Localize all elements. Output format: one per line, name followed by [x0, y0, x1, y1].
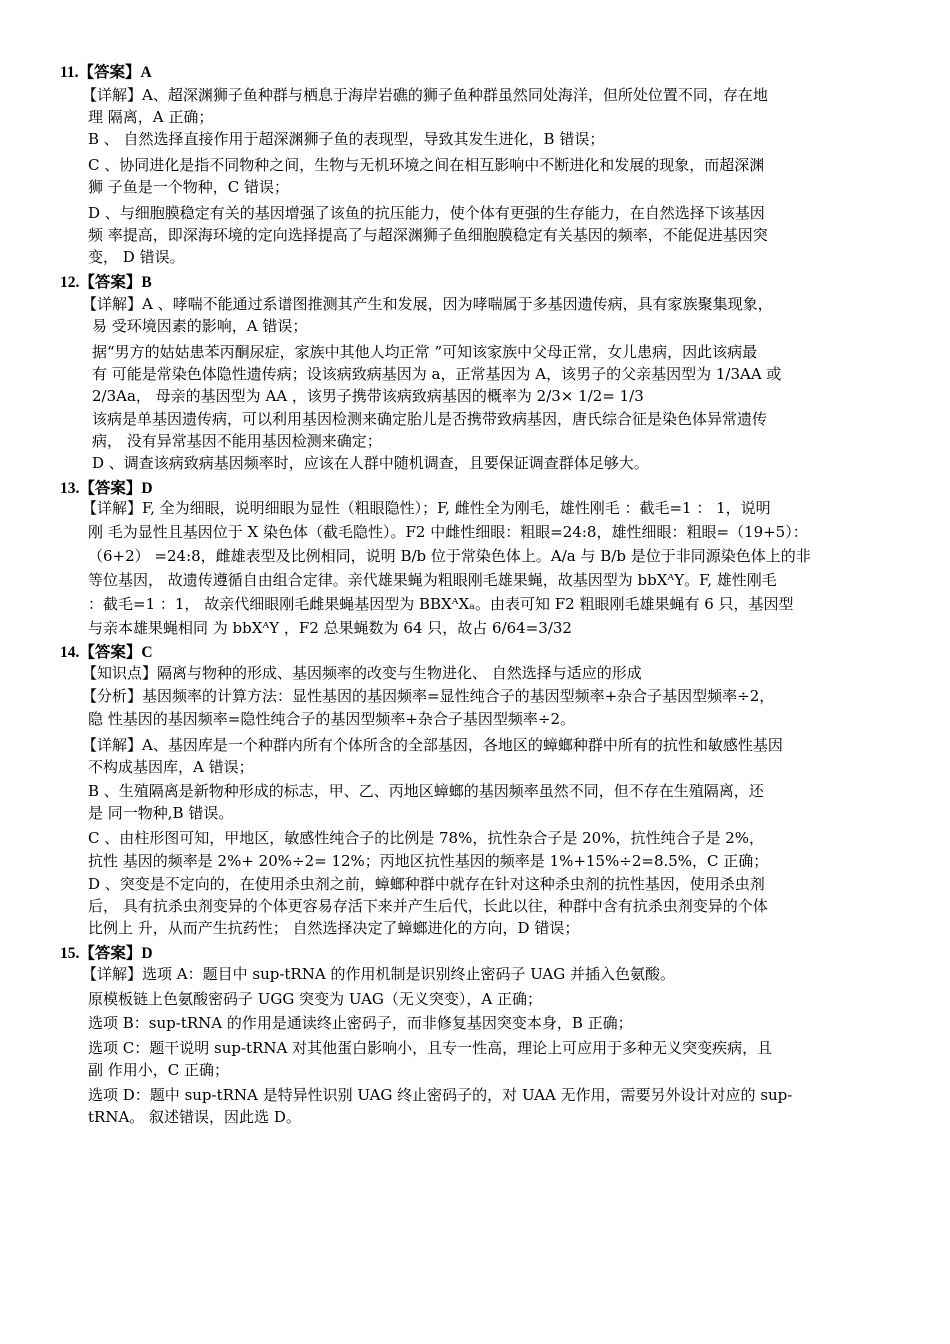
q12-line-7: 病， 没有异常基因不能用基因检测来确定； [92, 432, 382, 450]
q15-answer-header: 15.【答案】D [60, 945, 153, 962]
q14-line-11: 后， 具有抗杀虫剂变异的个体更容易存活下来并产生后代，长此以往，种群中含有抗杀虫剂变异的个体 [88, 897, 768, 915]
q13-answer-header: 13.【答案】D [60, 480, 153, 497]
q15-line-6: 选项 D：题中 sup-tRNA 是特异性识别 UAG 终止密码子的，对 UAA 无作用，需要另外设计对应的 sup- [88, 1086, 793, 1104]
q15-line-3: 选项 B：sup-tRNA 的作用是通读终止密码子，而非修复基因突变本身，B 正确； [88, 1014, 633, 1032]
q14-line-7: 是 同一物种,B 错误。 [88, 804, 234, 822]
q12-line-5: 2/3Aa， 母亲的基因型为 AA ，该男子携带该病致病基因的概率为 2/3× 1/2= 1/3 [92, 387, 644, 405]
q13-line-5: ：截毛=1 ：1， 故亲代细眼刚毛雌果蝇基因型为 BBXᴬXₐ。由表可知 F2 粗眼刚毛雄果蝇有 6 只，基因型 [88, 595, 794, 613]
q14-line-8: C 、由柱形图可知，甲地区，敏感性纯合子的比例是 78%，抗性杂合子是 20%，抗性纯合子是 2%， [88, 829, 765, 847]
q14-line-12: 比例上 升，从而产生抗药性； 自然选择决定了蟑螂进化的方向，D 错误； [88, 919, 580, 937]
q14-line-9: 抗性 基因的频率是 2%+ 20%÷2= 12%；丙地区抗性基因的频率是 1%+15%÷2=8.5%，C 正确； [88, 852, 769, 870]
q13-line-3: （6+2） =24:8，雌雄表型及比例相同，说明 B/b 位于常染色体上。A/a 与 B/b 是位于非同源染色体上的非 [88, 547, 811, 565]
q12-line-1: 【详解】A 、哮喘不能通过系谱图推测其产生和发展，因为哮喘属于多基因遗传病，具有家族聚集现象， [82, 295, 773, 313]
q15-line-4: 选项 C：题干说明 sup-tRNA 对其他蛋白影响小，且专一性高，理论上可应用于多种无义突变疾病，且 [88, 1039, 773, 1057]
q11-line-2: 理 隔离，A 正确； [88, 108, 214, 126]
q14-line-1: 【知识点】隔离与物种的形成、基因频率的改变与生物进化、 自然选择与适应的形成 [82, 664, 642, 682]
q14-line-5: 不构成基因库，A 错误； [88, 758, 254, 776]
q12-line-2: 易 受环境因素的影响，A 错误； [92, 317, 308, 335]
q11-line-4: C 、协同进化是指不同物种之间，生物与无机环境之间在相互影响中不断进化和发展的现象，而超深渊 [88, 156, 765, 174]
q15-line-1: 【详解】选项 A：题目中 sup-tRNA 的作用机制是识别终止密码子 UAG 并插入色氨酸。 [82, 965, 675, 983]
q12-line-4: 有 可能是常染色体隐性遗传病；设该病致病基因为 a，正常基因为 A，该男子的父亲基因型为 1/3AA 或 [92, 365, 782, 383]
q14-line-6: B 、生殖隔离是新物种形成的标志，甲、乙、丙地区蟑螂的基因频率虽然不同，但不存在生殖隔离，还 [88, 782, 764, 800]
q13-line-4: 等位基因， 故遗传遵循自由组合定律。亲代雄果蝇为粗眼刚毛雄果蝇，故基因型为 bbXᴬY。F, 雄性刚毛 [88, 571, 777, 589]
q14-line-2: 【分析】基因频率的计算方法：显性基因的基因频率=显性纯合子的基因型频率+杂合子基因型频率÷2， [82, 687, 775, 705]
q13-line-1: 【详解】F, 全为细眼，说明细眼为显性（粗眼隐性）；F, 雌性全为刚毛，雄性刚毛 ：截毛=1 ： 1，说明 [82, 499, 771, 517]
q13-line-2: 刚 毛为显性且基因位于 X 染色体（截毛隐性）。F2 中雌性细眼：粗眼=24:8，雄性细眼：粗眼=（19+5）： [88, 523, 808, 541]
q11-line-6: D 、与细胞膜稳定有关的基因增强了该鱼的抗压能力，使个体有更强的生存能力，在自然选择下该基因 [88, 204, 765, 222]
q11-line-1: 【详解】A、超深渊狮子鱼种群与栖息于海岸岩礁的狮子鱼种群虽然同处海洋，但所处位置不同，存在地 [82, 86, 768, 104]
q12-line-8: D 、调查该病致病基因频率时，应该在人群中随机调查，且要保证调查群体足够大。 [92, 454, 649, 472]
q11-line-3: B 、 自然选择直接作用于超深渊狮子鱼的表现型，导致其发生进化，B 错误； [88, 130, 605, 148]
q15-line-5: 副 作用小，C 正确； [88, 1061, 230, 1079]
q14-answer-header: 14.【答案】C [60, 644, 153, 661]
q12-line-3: 据“男方的姑姑患苯丙酮尿症，家族中其他人均正常 ”可知该家族中父母正常，女儿患病，因此该病最 [92, 343, 758, 361]
q11-answer-header: 11.【答案】A [60, 64, 152, 81]
q12-line-6: 该病是单基因遗传病，可以利用基因检测来确定胎儿是否携带致病基因，唐氏综合征是染色体异常遗传 [92, 410, 768, 428]
q11-line-7: 频 率提高，即深海环境的定向选择提高了与超深渊狮子鱼细胞膜稳定有关基因的频率，不能促进基因突 [88, 226, 768, 244]
q14-line-10: D 、突变是不定向的，在使用杀虫剂之前，蟑螂种群中就存在针对这种杀虫剂的抗性基因，使用杀虫剂 [88, 875, 765, 893]
q11-line-5: 狮 子鱼是一个物种，C 错误； [88, 178, 290, 196]
q12-answer-header: 12.【答案】B [60, 274, 152, 291]
q14-line-3: 隐 性基因的基因频率=隐性纯合子的基因型频率+杂合子基因型频率÷2。 [88, 710, 576, 728]
q13-line-6: 与亲本雄果蝇相同 为 bbXᴬY ，F2 总果蝇数为 64 只，故占 6/64=3/32 [88, 619, 572, 637]
q11-line-8: 变， D 错误。 [88, 248, 185, 266]
q15-line-7: tRNA。 叙述错误，因此选 D。 [88, 1108, 301, 1126]
q14-line-4: 【详解】A、基因库是一个种群内所有个体所含的全部基因，各地区的蟑螂种群中所有的抗性和敏感性基因 [82, 736, 783, 754]
q15-line-2: 原模板链上色氨酸密码子 UGG 突变为 UAG（无义突变），A 正确； [88, 990, 543, 1008]
